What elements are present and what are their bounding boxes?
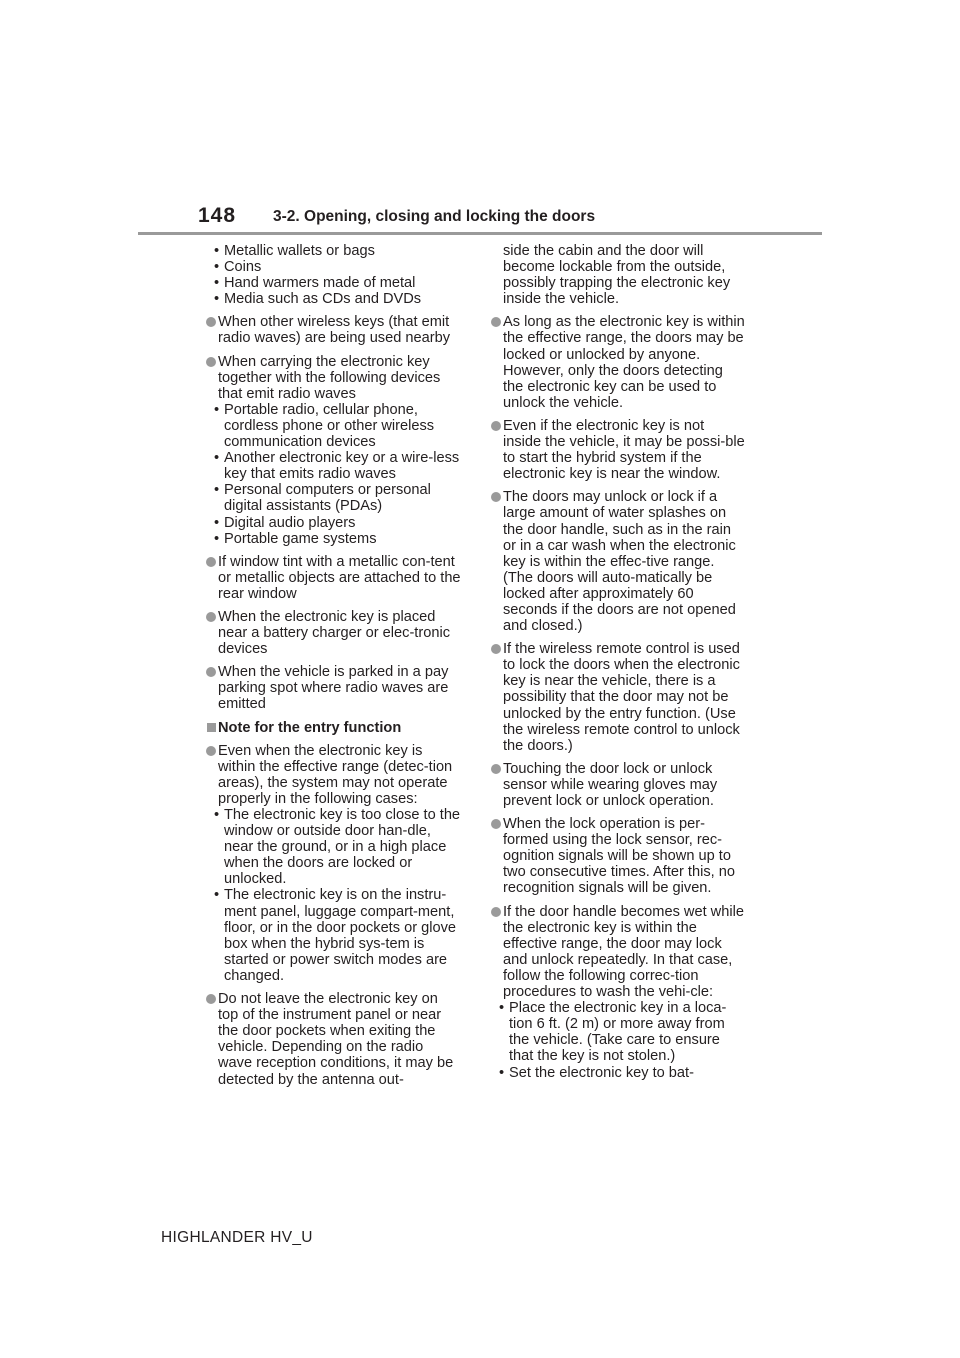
circle-bullet-icon — [491, 317, 501, 327]
bullet-item: • Personal computers or personal digital assistants (PDAs) — [214, 482, 431, 515]
bullet-item: • Coins — [214, 259, 262, 276]
bullet-list — [491, 1000, 746, 1080]
note-item: Even if the electronic key is not inside the vehicle, it may be possi-ble to start the hybrid system if the electronic key is near the window. — [491, 418, 746, 482]
circle-bullet-icon — [206, 994, 216, 1004]
footer-model-name: HIGHLANDER HV_U — [161, 1229, 313, 1246]
circle-bullet-icon — [491, 819, 501, 829]
bullet-dot-icon: • — [214, 514, 220, 531]
note-item: If the door handle becomes wet while the electronic key is within the effective range, the door may lock and unlock repeatedly. In that case, follow the following correc-tion procedures to wash the vehi-cle: — [491, 904, 746, 1001]
bullet-dot-icon: • — [214, 482, 220, 499]
circle-bullet-icon — [491, 907, 501, 917]
bullet-dot-icon: • — [214, 291, 220, 308]
note-item: The doors may unlock or lock if a large amount of water splashes on the door handle, such as in the rain or in a car wash when the electronic key is within the effec-tive range. (The doors will auto-matically be locked after approximately 60 seconds if the doors are not opened and closed.) — [491, 489, 746, 634]
right-column — [491, 243, 746, 1081]
bullet-item: • Portable game systems — [214, 530, 377, 547]
note-item: When the lock operation is per-formed using the lock sensor, rec-ognition signals will be shown up to two consecutive times. After this, no recognition signals will be given. — [491, 816, 746, 896]
bullet-item: • Digital audio players — [214, 514, 356, 531]
note-item: When the electronic key is placed near a battery charger or elec-tronic devices — [206, 609, 461, 657]
bullet-list — [206, 807, 461, 984]
section-title: 3-2. Opening, closing and locking the doors — [273, 208, 596, 225]
bullet-dot-icon: • — [214, 530, 220, 547]
bullet-item: • The electronic key is on the instru-ment panel, luggage compart-ment, floor, or in the door pockets or glove box when the hybrid sys-tem is started or power switch modes are changed. — [214, 887, 457, 984]
bullet-list — [206, 402, 461, 547]
circle-bullet-icon — [206, 667, 216, 677]
bullet-dot-icon: • — [499, 1064, 505, 1081]
header-divider — [138, 232, 822, 235]
bullet-dot-icon: • — [214, 807, 220, 823]
page-number: 148 — [198, 204, 237, 227]
circle-bullet-icon — [206, 746, 216, 756]
bullet-item: • The electronic key is too close to the window or outside door han-dle, near the ground, or in a high place when the doors are locked or unlocked. — [214, 807, 461, 888]
bullet-item: • Portable radio, cellular phone, cordless phone or other wireless communication devices — [214, 401, 435, 451]
note-item: If window tint with a metallic con-tent or metallic objects are attached to the rear window — [206, 554, 461, 602]
circle-bullet-icon — [206, 612, 216, 622]
note-item: When other wireless keys (that emit radio waves) are being used nearby — [206, 314, 461, 346]
bullet-dot-icon: • — [499, 1000, 505, 1017]
bullet-item: • Place the electronic key in a loca-tion 6 ft. (2 m) or more away from the vehicle. (Take care to ensure that the key is not stolen.) — [499, 1000, 727, 1065]
note-item: When the vehicle is parked in a pay parking spot where radio waves are emitted — [206, 664, 461, 712]
note-item: Touching the door lock or unlock sensor while wearing gloves may prevent lock or unlock operation. — [491, 761, 746, 809]
circle-bullet-icon — [206, 557, 216, 567]
continued-text: side the cabin and the door will become lockable from the outside, possibly trapping the electronic key inside the vehicle. — [503, 243, 731, 308]
bullet-list — [206, 243, 461, 307]
bullet-item: • Media such as CDs and DVDs — [214, 291, 422, 308]
subsection-heading: Note for the entry function — [206, 720, 461, 736]
bullet-dot-icon: • — [214, 259, 220, 276]
left-column — [206, 243, 461, 1095]
bullet-item: • Metallic wallets or bags — [214, 243, 375, 259]
square-bullet-icon — [207, 723, 216, 732]
bullet-item: • Set the electronic key to bat- — [499, 1064, 694, 1081]
bullet-dot-icon: • — [214, 887, 220, 904]
note-item: As long as the electronic key is within the effective range, the doors may be locked or unlocked by anyone. However, only the doors detecting the electronic key can be used to unlock the vehicle. — [491, 314, 746, 411]
bullet-item: • Hand warmers made of metal — [214, 275, 416, 292]
note-item: If the wireless remote control is used to lock the doors when the electronic key is near the vehicle, there is a possibility that the door may not be unlocked by the entry function. (Use the wireless remote control to unlock the doors.) — [491, 641, 746, 754]
bullet-dot-icon: • — [214, 401, 220, 418]
note-item: Do not leave the electronic key on top of the instrument panel or near the door pockets when exiting the vehicle. Depending on the radio wave reception conditions, it may be detected by the antenna out- — [206, 991, 461, 1088]
note-item: When carrying the electronic key together with the following devices that emit radio waves — [206, 354, 461, 402]
bullet-dot-icon: • — [214, 450, 220, 467]
circle-bullet-icon — [491, 421, 501, 431]
circle-bullet-icon — [206, 317, 216, 327]
bullet-dot-icon: • — [214, 275, 220, 292]
circle-bullet-icon — [491, 644, 501, 654]
note-item: Even when the electronic key is within the effective range (detec-tion areas), the system may not operate properly in the following cases: — [206, 743, 461, 807]
circle-bullet-icon — [491, 764, 501, 774]
circle-bullet-icon — [491, 492, 501, 502]
bullet-dot-icon: • — [214, 243, 220, 259]
bullet-item: • Another electronic key or a wire-less key that emits radio waves — [214, 450, 460, 483]
circle-bullet-icon — [206, 357, 216, 367]
